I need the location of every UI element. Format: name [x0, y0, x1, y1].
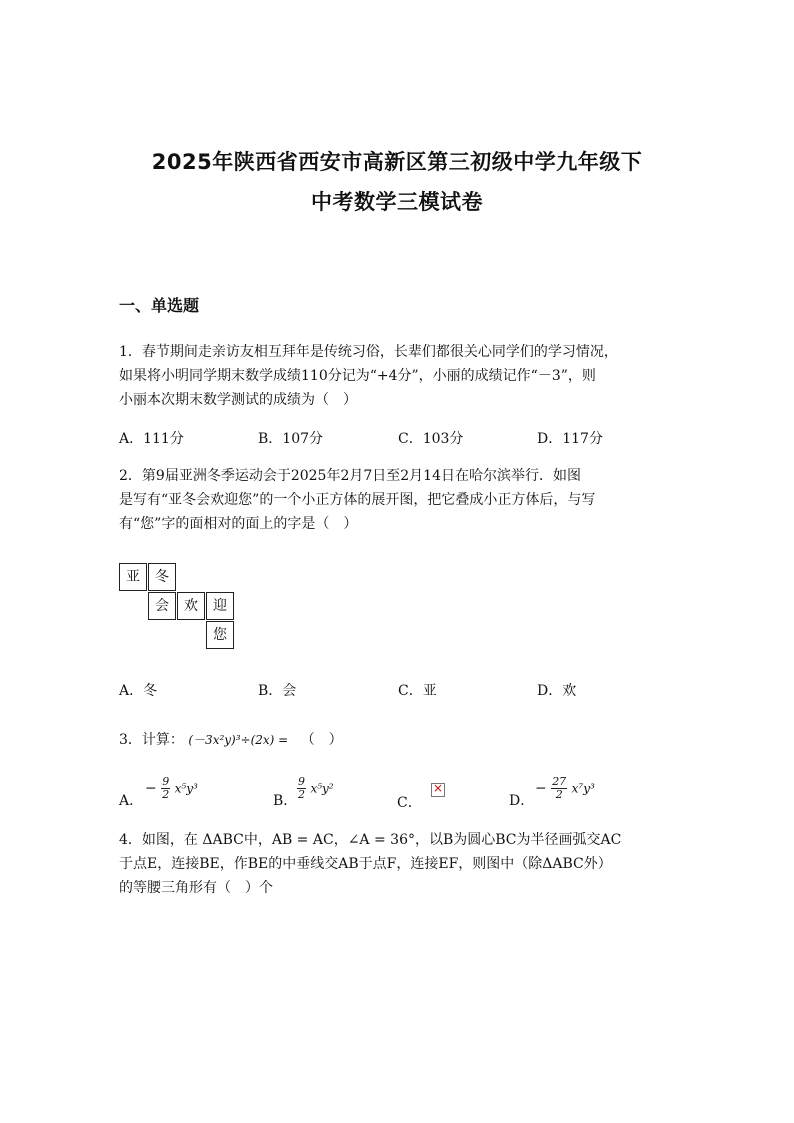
q1-option-d: D．117分	[537, 431, 603, 447]
q1-option-a: A．111分	[119, 431, 184, 447]
question-3-options	[119, 776, 689, 812]
q1-option-c: C．103分	[398, 431, 464, 447]
q3-option-b-denominator: 2	[298, 788, 305, 801]
question-1	[119, 340, 689, 412]
section-heading: 一、单选题	[119, 296, 200, 315]
q2-option-a: A．冬	[119, 683, 158, 699]
question-1-line-2: 如果将小明同学期末数学成绩110分记为“+4分”，小丽的成绩记作“－3”，则	[119, 368, 596, 384]
question-2-line-1: 2．第9届亚洲冬季运动会于2025年2月7日至2月14日在哈尔滨举行．如图	[119, 468, 581, 484]
broken-image-icon	[431, 782, 445, 798]
q3-option-b-term: x⁵y²	[310, 781, 334, 796]
question-3-blank: （ ）	[300, 732, 343, 748]
q2-option-b: B．会	[258, 683, 297, 699]
exam-title-line-1: 2025年陕西省西安市高新区第三初级中学九年级下	[151, 150, 643, 174]
net-face-ying: 迎	[206, 592, 234, 620]
q3-option-d-term: x⁷y³	[571, 781, 595, 796]
q3-option-b-fraction	[297, 776, 306, 801]
exam-title-line-2: 中考数学三模试卷	[311, 190, 483, 214]
net-face-nin: 您	[206, 621, 234, 649]
net-face-ya: 亚	[119, 563, 147, 591]
q3-option-b-label: B．	[273, 793, 298, 809]
question-1-options	[119, 428, 689, 450]
question-4	[119, 828, 689, 900]
q3-option-d-label: D．	[509, 793, 535, 809]
q3-option-a-math	[145, 776, 198, 801]
q3-option-a-sign: −	[145, 780, 157, 797]
q3-option-a-fraction	[161, 776, 170, 801]
question-1-line-3: 小丽本次期末数学测试的成绩为（ ）	[119, 392, 357, 408]
q3-option-a-denominator: 2	[162, 788, 170, 801]
q3-option-a-term: x⁵y³	[174, 781, 198, 796]
q3-option-c-label: C．	[397, 795, 422, 811]
cube-net-figure	[119, 563, 239, 653]
q3-option-b-math	[297, 776, 334, 801]
net-face-hui: 会	[148, 592, 176, 620]
q3-option-a-label: A．	[119, 793, 144, 809]
q3-option-d-denominator: 2	[555, 788, 563, 801]
question-3	[119, 728, 689, 752]
question-4-line-2: 于点E，连接BE，作BE的中垂线交AB于点F，连接EF，则图中（除ΔABC外）	[119, 856, 612, 872]
q1-option-b: B．107分	[258, 431, 324, 447]
q2-option-d: D．欢	[537, 683, 577, 699]
question-2	[119, 464, 689, 536]
q3-option-b-numerator: 9	[298, 775, 305, 788]
question-3-expression: (－3x²y)³÷(2x) =	[188, 733, 289, 747]
question-2-line-3: 有“您”字的面相对的面上的字是（ ）	[119, 516, 358, 532]
question-2-line-2: 是写有“亚冬会欢迎您”的一个小正方体的展开图，把它叠成小正方体后，与写	[119, 492, 596, 508]
question-4-line-3: 的等腰三角形有（ ）个	[119, 880, 273, 896]
net-face-dong: 冬	[148, 563, 176, 591]
q3-option-d-sign: −	[535, 780, 547, 797]
question-1-line-1: 1．春节期间走亲访友相互拜年是传统习俗，长辈们都很关心同学们的学习情况，	[119, 344, 618, 360]
q3-option-d-numerator: 27	[552, 775, 567, 788]
q3-option-d-fraction	[551, 776, 567, 801]
question-4-line-1: 4．如图，在 ΔABC中，AB = AC，∠A = 36°，以B为圆心BC为半径画弧交AC	[119, 832, 622, 848]
net-face-huan: 欢	[177, 592, 205, 620]
q2-option-c: C．亚	[398, 683, 437, 699]
q3-option-d-math	[535, 776, 595, 801]
question-3-prefix: 3．计算：	[119, 732, 184, 748]
q3-option-a-numerator: 9	[162, 775, 170, 788]
question-2-options	[119, 680, 689, 702]
